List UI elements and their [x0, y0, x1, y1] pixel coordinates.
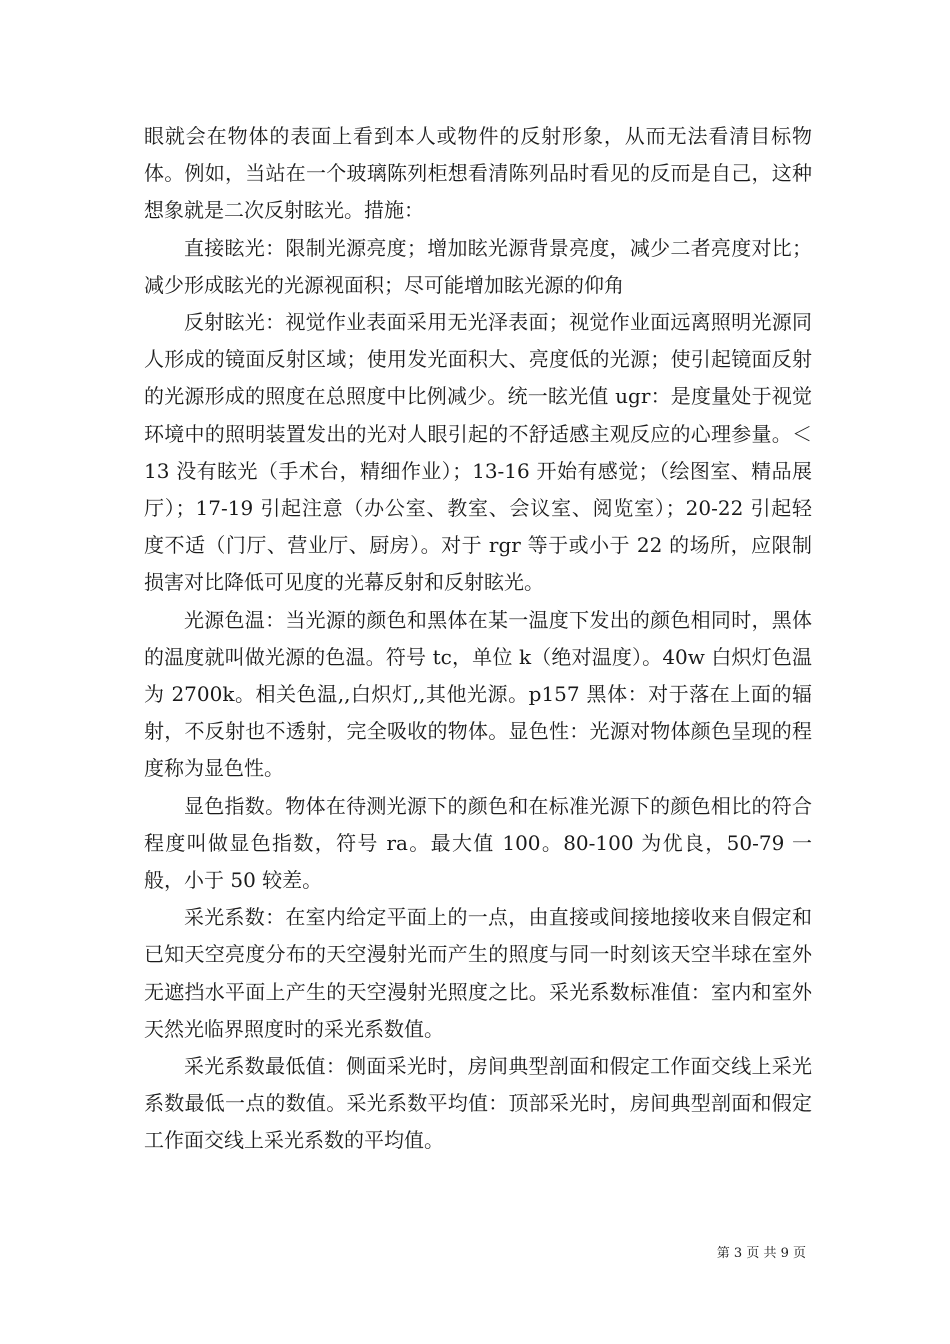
page-number-footer: 第 3 页 共 9 页 — [716, 1246, 806, 1261]
paragraph-color-temperature: 光源色温：当光源的颜色和黑体在某一温度下发出的颜色相同时，黑体的温度就叫做光源的色温。符号 tc，单位 k（绝对温度）。40w 白炽灯色温为 2700k。相关色温,,白炽灯,,其他光源。p157 黑体：对于落在上面的辐射，不反射也不透射，完全吸收的物体。显色性：光源对物体颜色呈现的程度称为显色性。 — [144, 607, 812, 781]
paragraph-daylight-factor: 采光系数：在室内给定平面上的一点，由直接或间接地接收来自假定和已知天空亮度分布的天空漫射光而产生的照度与同一时刻该天空半球在室外无遮挡水平面上产生的天空漫射光照度之比。采光系数标准值：室内和室外天然光临界照度时的采光系数值。 — [144, 905, 812, 1041]
paragraph-direct-glare: 直接眩光：限制光源亮度；增加眩光源背景亮度，减少二者亮度对比；减少形成眩光的光源视面积；尽可能增加眩光源的仰角 — [144, 235, 812, 297]
paragraph-continuation: 眼就会在物体的表面上看到本人或物件的反射形象，从而无法看清目标物体。例如，当站在一个玻璃陈列柜想看清陈列品时看见的反而是自己，这种想象就是二次反射眩光。措施： — [144, 124, 812, 223]
paragraph-daylight-factor-minimum: 采光系数最低值：侧面采光时，房间典型剖面和假定工作面交线上采光系数最低一点的数值。采光系数平均值：顶部采光时，房间典型剖面和假定工作面交线上采光系数的平均值。 — [144, 1054, 812, 1153]
document-body — [144, 118, 812, 1160]
paragraph-color-rendering-index: 显色指数。物体在待测光源下的颜色和在标准光源下的颜色相比的符合程度叫做显色指数，符号 ra。最大值 100。80-100 为优良，50-79 一般，小于 50 较差。 — [144, 793, 812, 893]
paragraph-reflected-glare: 反射眩光：视觉作业表面采用无光泽表面；视觉作业面远离照明光源同人形成的镜面反射区域；使用发光面积大、亮度低的光源；使引起镜面反射的光源形成的照度在总照度中比例减少。统一眩光值 ugr：是度量处于视觉环境中的照明装置发出的光对人眼引起的不舒适感主观反应的心理参量。＜13 没有眩光（手术台，精细作业）；13-16 开始有感觉；（绘图室、精品展厅）；17-19 引起注意（办公室、教室、会议室、阅览室）；20-22 引起轻度不适（门厅、营业厅、厨房）。对于 rgr 等于或小于 22 的场所，应限制损害对比降低可见度的光幕反射和反射眩光。 — [144, 310, 812, 595]
